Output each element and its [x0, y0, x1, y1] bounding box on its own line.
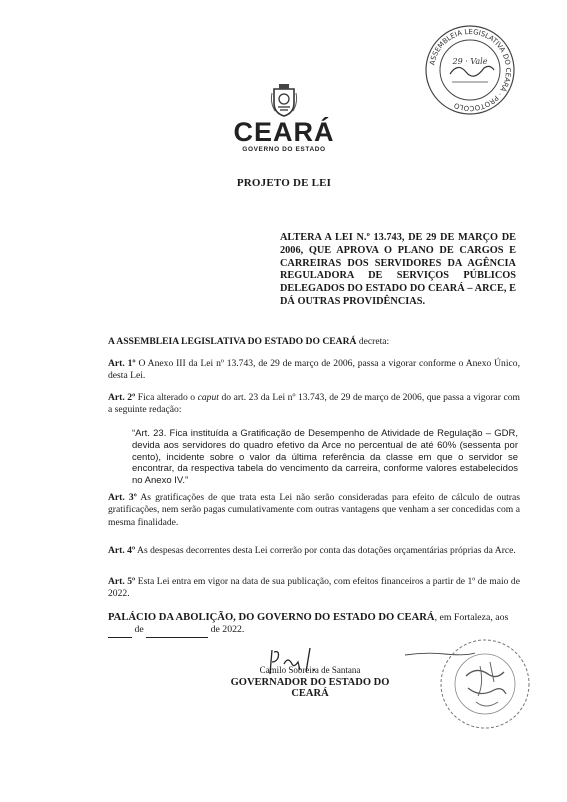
article-2-text-a: Fica alterado o — [135, 392, 198, 403]
article-2-quote: “Art. 23. Fica instituída a Gratificação de Desempenho de Atividade de Regulação – GDR, devida aos servidores do quadro efetivo da Arce no percentual de até 60% (sessenta por cento), incidente sobre o valor da última referência da classe em que o servidor se encontrar, da respectiva tabela do vencimento da carreira, conforme valores estabelecidos no Anexo IV.” — [132, 428, 518, 487]
document-title: PROJETO DE LEI — [236, 177, 332, 189]
article-2-caput: caput — [197, 392, 219, 403]
article-5-label: Art. 5º — [108, 576, 136, 587]
article-1-text: O Anexo III da Lei nº 13.743, de 29 de março de 2006, passa a vigorar conforme o Anexo Único, desta Lei. — [108, 358, 520, 382]
closing-city: , em Fortaleza, aos — [434, 612, 509, 623]
article-1-label: Art. 1º — [108, 358, 136, 369]
article-2 — [108, 392, 520, 417]
article-1 — [108, 358, 520, 383]
date-de-1: de — [132, 624, 147, 636]
stamp-ring-text: ASSEMBLEIA LEGISLATIVA DO CEARÁ · PROTOCOLO — [428, 27, 512, 113]
signer-name: Camilo Sobreira de Santana — [259, 665, 361, 675]
date-de-2: de 2022. — [208, 624, 245, 636]
stamp-handwriting: 29 · Vale — [452, 57, 488, 66]
article-4-label: Art. 4º — [108, 545, 136, 556]
article-3 — [108, 492, 520, 529]
article-3-text: As gratificações de que trata esta Lei não serão consideradas para efeito de cálculo de outras gratificações, nem serão pagas cumulativamente com outras vantagens que venham a ser concedidas com a mesma finalidade. — [108, 492, 520, 528]
brand-logo: CEARÁ — [233, 117, 335, 147]
article-4 — [108, 545, 520, 557]
preamble-decreta: decreta: — [356, 336, 390, 347]
signer-role: GOVERNADOR DO ESTADO DO CEARÁ — [230, 677, 390, 699]
date-day-blank — [108, 624, 132, 637]
preamble — [108, 336, 520, 348]
closing-paragraph — [108, 612, 520, 638]
coat-of-arms-icon — [270, 83, 298, 117]
article-5 — [108, 576, 520, 601]
official-seal — [436, 636, 534, 732]
article-2-text-b: do art. 23 da Lei nº 13.743, de 29 de março de 2006, que passa a vigorar com a seguinte redação: — [108, 392, 520, 416]
article-5-text: Esta Lei entra em vigor na data de sua publicação, com efeitos financeiros a partir de 1º de maio de 2022. — [108, 576, 520, 600]
article-3-label: Art. 3º — [108, 492, 137, 503]
preamble-assembly: A ASSEMBLEIA LEGISLATIVA DO ESTADO DO CEARÁ — [108, 336, 357, 347]
article-2-label: Art. 2º — [108, 392, 136, 403]
article-4-text: As despesas decorrentes desta Lei correrão por conta das dotações orçamentárias próprias da Arce. — [135, 545, 516, 556]
date-month-blank — [146, 624, 208, 637]
brand-subtitle: GOVERNO DO ESTADO — [242, 146, 326, 153]
protocol-stamp — [424, 24, 516, 116]
ementa: ALTERA A LEI N.º 13.743, DE 29 DE MARÇO DE 2006, QUE APROVA O PLANO DE CARGOS E CARREIRAS DOS SERVIDORES DA AGÊNCIA REGULADORA DE SERVIÇOS PÚBLICOS DELEGADOS DO ESTADO DO CEARÁ – ARCE, E DÁ OUTRAS PROVIDÊNCIAS. — [280, 232, 516, 307]
closing-palace: PALÁCIO DA ABOLIÇÃO, DO GOVERNO DO ESTADO DO CEARÁ — [108, 612, 435, 623]
